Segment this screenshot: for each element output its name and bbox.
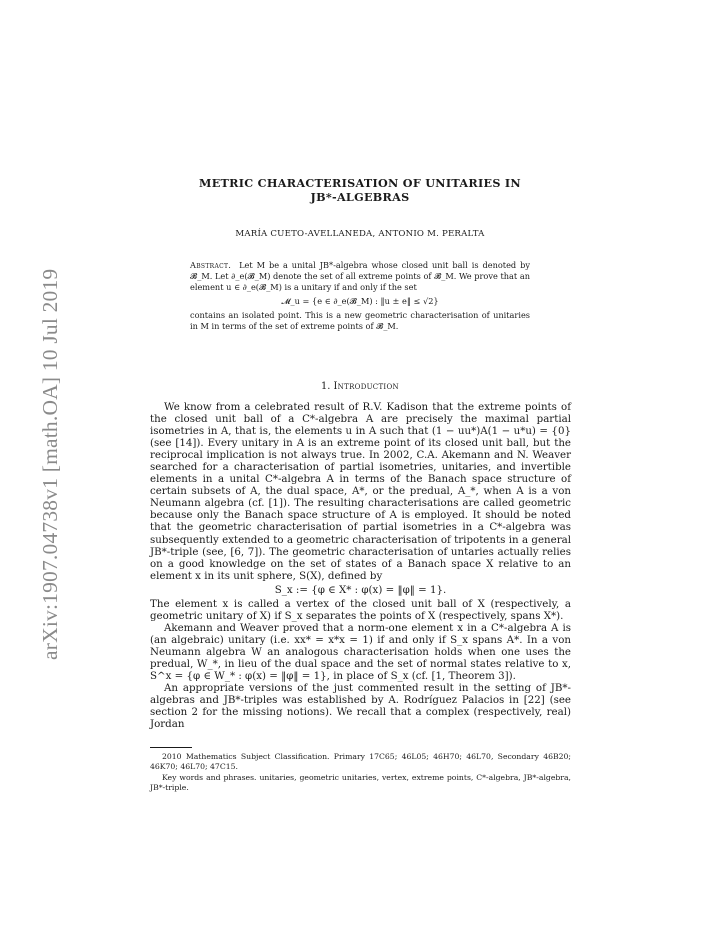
section-number: 1. <box>321 381 331 392</box>
body-text <box>150 401 571 730</box>
footnotes <box>150 752 571 794</box>
body-paragraph-1: We know from a celebrated result of R.V. Kadison that the extreme points of the closed unit ball of a C*-algebra A are precisely the maximal partial isometries in A, that is, the elements u in A such that (1 − uu*)A(1 − u*u) = {0} (see [14]). Every unitary in A is an extreme point of its closed unit ball, but the reciprocal implication is not always true. In 2002, C.A. Akemann and N. Weaver searched for a characterisation of partial isometries, unitaries, and invertible elements in a unital C*-algebra A in terms of the Banach space structure of certain subsets of A, the dual space, A*, or the predual, A_*, when A is a von Neumann algebra (cf. [1]). The resulting characterisations are called geometric because only the Banach space structure of A is employed. It should be noted that the geometric characterisation of partial isometries in a C*-algebra was subsequently extended to a geometric characterisation of tripotents in a general JB*-triple (see, [6, 7]). The geometric characterisation of untaries actually relies on a good knowledge on the set of states of a Banach space X relative to an element x in its unit sphere, S(X), defined by <box>150 401 571 582</box>
section-heading <box>150 381 570 392</box>
arxiv-side-stamp: arXiv:1907.04738v1 [math.OA] 10 Jul 2019 <box>38 268 62 660</box>
footnote-keywords: Key words and phrases. unitaries, geometric unitaries, vertex, extreme points, C*-algebra, JB*-algebra, JB*-triple. <box>150 772 571 793</box>
paper-title <box>150 176 570 204</box>
body-paragraph-2: The element x is called a vertex of the closed unit ball of X (respectively, a geometric unitary of X) if S_x separates the points of X (respectively, spans X*). <box>150 597 571 622</box>
abstract-text-1: Let M be a unital JB*-algebra whose closed unit ball is denoted by 𝓑_M. Let ∂_e(𝓑_M) denote the set of all extreme points of 𝓑_M. We prove that an element u ∈ ∂_e(𝓑_M) is a unitary if and only if the set <box>190 260 530 292</box>
abstract-label: Abstract. <box>190 260 232 270</box>
abstract-paragraph-1 <box>190 260 530 293</box>
abstract-text-2: contains an isolated point. This is a new geometric characterisation of unitaries in M in terms of the set of extreme points of 𝓑_M. <box>190 310 530 331</box>
state-set-equation: S_x := {φ ∈ X* : φ(x) = ‖φ‖ = 1}. <box>274 583 447 596</box>
section-title: Introduction <box>333 381 399 392</box>
body-paragraph-4: An appropriate versions of the just commented result in the setting of JB*-algebras and JB*-triples was established by A. Rodríguez Palacios in [22] (see section 2 for the missing notions). We recall that a complex (respectively, real) Jordan <box>150 682 571 731</box>
title-line-2: JB*-ALGEBRAS <box>310 190 410 204</box>
abstract-equation: 𝓜_u = {e ∈ ∂_e(𝓑_M) : ‖u ± e‖ ≤ √2} <box>281 296 439 306</box>
footnote-msc: 2010 Mathematics Subject Classification. Primary 17C65; 46L05; 46H70; 46L70, Secondary 46B20; 46K70; 46L70; 47C15. <box>150 752 571 772</box>
footnote-rule <box>150 747 192 748</box>
title-line-1: METRIC CHARACTERISATION OF UNITARIES IN <box>199 176 521 190</box>
author-list: MARÍA CUETO-AVELLANEDA, ANTONIO M. PERALTA <box>235 229 485 239</box>
abstract <box>190 260 530 332</box>
body-paragraph-3: Akemann and Weaver proved that a norm-one element x in a C*-algebra A is (an algebraic) unitary (i.e. xx* = x*x = 1) if and only if S_x spans A*. In a von Neumann algebra W an analogous characterisation holds when one uses the predual, W_*, in lieu of the dual space and the set of normal states relative to x, S^x = {φ ∈ W_* : φ(x) = ‖φ‖ = 1}, in place of S_x (cf. [1, Theorem 3]). <box>150 621 571 683</box>
